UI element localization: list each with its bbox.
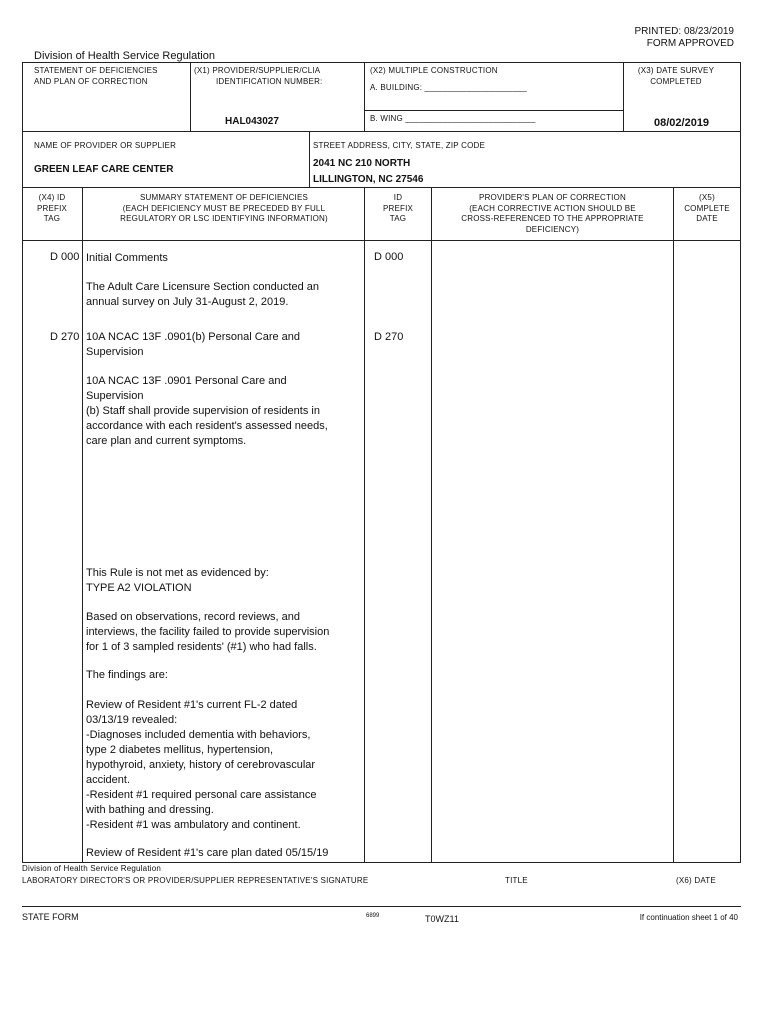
divider-x1 xyxy=(190,62,191,132)
provider-name-label: NAME OF PROVIDER OR SUPPLIER xyxy=(34,141,177,150)
col-line-summary xyxy=(364,187,365,863)
frame-top-line xyxy=(22,62,741,63)
printed-date: PRINTED: 08/23/2019 xyxy=(634,26,734,37)
rule-not-met-paragraph: This Rule is not met as evidenced by: TYPE A2 VIOLATION xyxy=(86,567,269,594)
form-number: 6899 xyxy=(366,913,380,919)
event-id: T0WZ11 xyxy=(425,914,459,924)
row2-title: 10A NCAC 13F .0901(b) Personal Care and Supervision xyxy=(86,331,301,358)
row1-paragraph: The Adult Care Licensure Section conducted an annual survey on July 31-August 2, 2019. xyxy=(86,281,319,308)
state-form-label: STATE FORM xyxy=(22,912,79,922)
division-title: Division of Health Service Regulation xyxy=(34,50,215,62)
row1-title: Initial Comments xyxy=(86,252,168,264)
provider-id-number: HAL043027 xyxy=(225,116,279,127)
x4-header: (X4) ID PREFIX TAG xyxy=(36,193,68,223)
footer-division: Division of Health Service Regulation xyxy=(22,864,162,873)
address-line-1: 2041 NC 210 NORTH xyxy=(313,158,411,169)
divider-provider-address xyxy=(309,131,310,187)
survey-completed-date: 08/02/2019 xyxy=(654,117,710,129)
row1-tag: D 000 xyxy=(50,251,80,263)
wing-label: B. WING ____________________________ xyxy=(370,114,536,123)
x6-date-label: (X6) DATE xyxy=(676,876,716,885)
continuation-sheet: If continuation sheet 1 of 40 xyxy=(639,913,738,922)
x2-label: (X2) MULTIPLE CONSTRUCTION xyxy=(370,66,498,75)
complete-date-header: (X5) COMPLETE DATE xyxy=(684,193,730,223)
rule-text-paragraph: 10A NCAC 13F .0901 Personal Care and Supervision (b) Staff shall provide supervision of residents in accordance with each resident's assessed needs, care plan and current symptoms. xyxy=(86,375,328,447)
divider-provider-top xyxy=(22,131,741,132)
id-prefix-header: ID PREFIX TAG xyxy=(382,193,414,223)
col-line-plan xyxy=(673,187,674,863)
care-plan-review-paragraph: Review of Resident #1's care plan dated 05/15/19 xyxy=(86,847,329,859)
provider-name: GREEN LEAF CARE CENTER xyxy=(34,164,174,175)
frame-right-line xyxy=(740,62,741,863)
row2-tag: D 270 xyxy=(50,331,80,343)
divider-columns-bottom xyxy=(22,240,741,241)
plan-header: PROVIDER'S PLAN OF CORRECTION (EACH CORRECTIVE ACTION SHOULD BE CROSS-REFERENCED TO THE APPROPRIATE DEFICIENCY) xyxy=(461,193,644,234)
col-line-id xyxy=(431,187,432,863)
divider-building-wing xyxy=(364,110,623,111)
signature-label: LABORATORY DIRECTOR'S OR PROVIDER/SUPPLIER REPRESENTATIVE'S SIGNATURE xyxy=(22,876,369,885)
divider-x2 xyxy=(364,62,365,132)
form-approved: FORM APPROVED xyxy=(646,38,734,49)
x3-label: (X3) DATE SURVEY COMPLETED xyxy=(637,66,715,86)
x1-label: (X1) PROVIDER/SUPPLIER/CLIA IDENTIFICATION NUMBER: xyxy=(194,66,323,86)
footer-line xyxy=(22,906,741,907)
summary-header: SUMMARY STATEMENT OF DEFICIENCIES (EACH DEFICIENCY MUST BE PRECEDED BY FULL REGULATORY OR LSC IDENTIFYING INFORMATION) xyxy=(120,193,328,223)
findings-label: The findings are: xyxy=(86,669,168,681)
findings-basis-paragraph: Based on observations, record reviews, and interviews, the facility failed to provide supervision for 1 of 3 sampled residents' (#1) who had falls. xyxy=(86,611,330,653)
building-label: A. BUILDING: ______________________ xyxy=(370,83,527,92)
col-line-x4 xyxy=(82,187,83,863)
title-label: TITLE xyxy=(505,876,528,885)
provider-address xyxy=(313,156,423,188)
row2-id-tag: D 270 xyxy=(374,331,404,343)
frame-bottom-line xyxy=(22,862,741,863)
fl2-review-paragraph: Review of Resident #1's current FL-2 dated 03/13/19 revealed: -Diagnoses included dementia with behaviors, type 2 diabetes mellitus, hypertension, hypothyroid, anxiety, history of cerebrovascular accident. -Resident #1 required personal care assistance with bathing and dressing. -Resident #1 was ambulatory and continent. xyxy=(86,699,317,831)
row1-id-tag: D 000 xyxy=(374,251,404,263)
address-line-2: LILLINGTON, NC 27546 xyxy=(313,174,424,185)
divider-x3 xyxy=(623,62,624,132)
address-label: STREET ADDRESS, CITY, STATE, ZIP CODE xyxy=(313,141,486,150)
print-info xyxy=(635,26,735,50)
statement-label: STATEMENT OF DEFICIENCIES AND PLAN OF CORRECTION xyxy=(34,66,158,86)
frame-left-line xyxy=(22,62,23,863)
